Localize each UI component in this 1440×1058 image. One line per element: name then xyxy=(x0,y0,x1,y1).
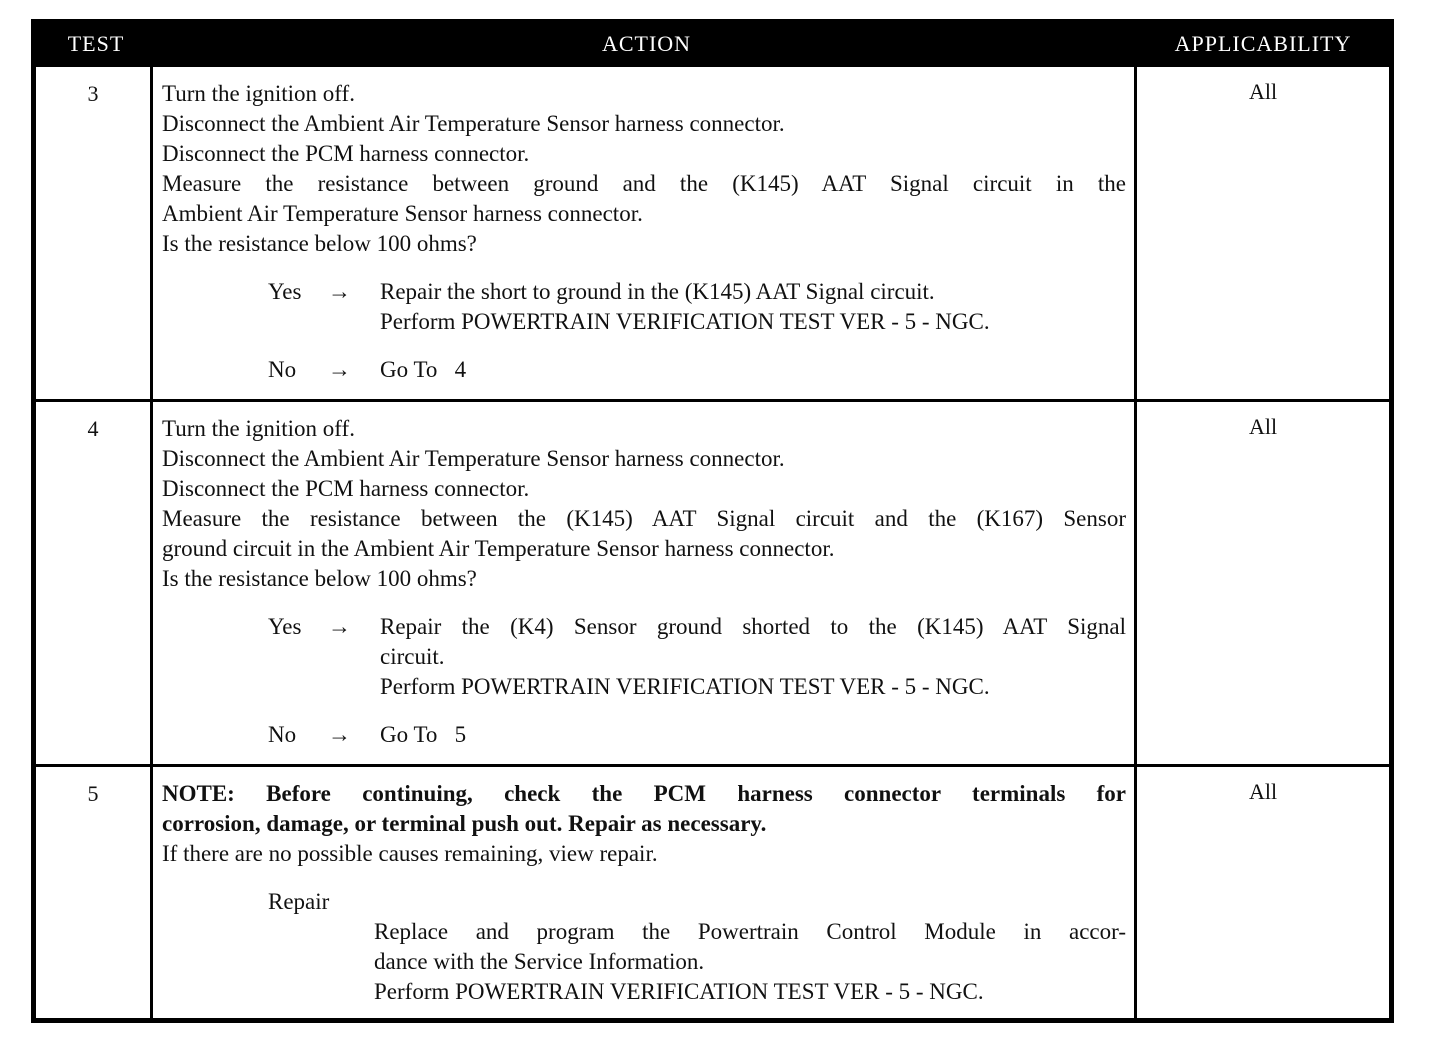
action-step: Disconnect the PCM harness connector. xyxy=(162,476,530,501)
action-step: Turn the ignition off. xyxy=(162,416,355,441)
yes-line: Repair the short to ground in the (K145) AAT Signal circuit. xyxy=(380,279,935,304)
yes-line: Perform POWERTRAIN VERIFICATION TEST VER - 5 - NGC. xyxy=(380,674,990,699)
applicability-value: All xyxy=(1248,79,1278,104)
applicability-value: All xyxy=(1248,414,1278,439)
applicability-value: All xyxy=(1248,779,1278,804)
action-step: Disconnect the PCM harness connector. xyxy=(162,141,530,166)
yes-action xyxy=(380,612,1126,702)
note-text: corrosion, damage, or terminal push out. Repair as necessary. xyxy=(162,811,767,836)
action-step: Measure the resistance between ground and the (K145) AAT Signal circuit in the xyxy=(162,171,1126,196)
action-question: Is the resistance below 100 ohms? xyxy=(162,566,477,591)
no-action: Go To 5 xyxy=(380,722,467,747)
diagnostic-test-table xyxy=(31,19,1394,1023)
header-action: ACTION xyxy=(601,31,692,56)
action-step: Turn the ignition off. xyxy=(162,81,355,106)
arrow-right-icon: → xyxy=(328,357,351,382)
header-test: TEST xyxy=(67,31,125,56)
header-applicability: APPLICABILITY xyxy=(1174,31,1352,56)
yes-action xyxy=(380,277,1126,337)
action-cell xyxy=(153,402,1137,764)
action-step: ground circuit in the Ambient Air Temperature Sensor harness connector. xyxy=(162,536,835,561)
note-text: NOTE: Before continuing, check the PCM harness connector terminals for xyxy=(162,781,1126,806)
table-row-test-5 xyxy=(36,764,1389,1018)
action-cell xyxy=(153,67,1137,399)
no-action: Go To 4 xyxy=(380,357,467,382)
arrow-right-icon: → xyxy=(328,614,351,639)
yes-label: Yes xyxy=(268,614,302,639)
arrow-right-icon: → xyxy=(328,279,351,304)
repair-block xyxy=(162,887,1126,1007)
action-text: If there are no possible causes remaining, view repair. xyxy=(162,841,658,866)
repair-body xyxy=(268,917,1126,1007)
table-header xyxy=(36,24,1389,64)
no-branch xyxy=(162,355,1126,385)
no-label: No xyxy=(268,357,297,382)
action-step: Disconnect the Ambient Air Temperature Sensor harness connector. xyxy=(162,111,785,136)
action-question: Is the resistance below 100 ohms? xyxy=(162,231,477,256)
yes-line: circuit. xyxy=(380,644,445,669)
no-branch xyxy=(162,720,1126,750)
table-row-test-4 xyxy=(36,399,1389,764)
repair-line: Replace and program the Powertrain Control Module in accor- xyxy=(374,919,1126,944)
yes-branch xyxy=(162,612,1126,702)
action-step: Measure the resistance between the (K145) AAT Signal circuit and the (K167) Sensor xyxy=(162,506,1126,531)
yes-branch xyxy=(162,277,1126,337)
test-number: 4 xyxy=(36,402,153,764)
repair-line: dance with the Service Information. xyxy=(374,949,705,974)
no-label: No xyxy=(268,722,297,747)
action-step: Ambient Air Temperature Sensor harness connector. xyxy=(162,201,643,226)
test-number: 5 xyxy=(36,767,153,1018)
table-row-test-3 xyxy=(36,64,1389,399)
yes-line: Perform POWERTRAIN VERIFICATION TEST VER - 5 - NGC. xyxy=(380,309,990,334)
test-number: 3 xyxy=(36,67,153,399)
yes-line: Repair the (K4) Sensor ground shorted to the (K145) AAT Signal xyxy=(380,614,1126,639)
action-cell xyxy=(153,767,1137,1018)
action-step: Disconnect the Ambient Air Temperature Sensor harness connector. xyxy=(162,446,785,471)
repair-line: Perform POWERTRAIN VERIFICATION TEST VER - 5 - NGC. xyxy=(374,979,984,1004)
arrow-right-icon: → xyxy=(328,722,351,747)
yes-label: Yes xyxy=(268,279,302,304)
repair-label: Repair xyxy=(268,889,330,914)
